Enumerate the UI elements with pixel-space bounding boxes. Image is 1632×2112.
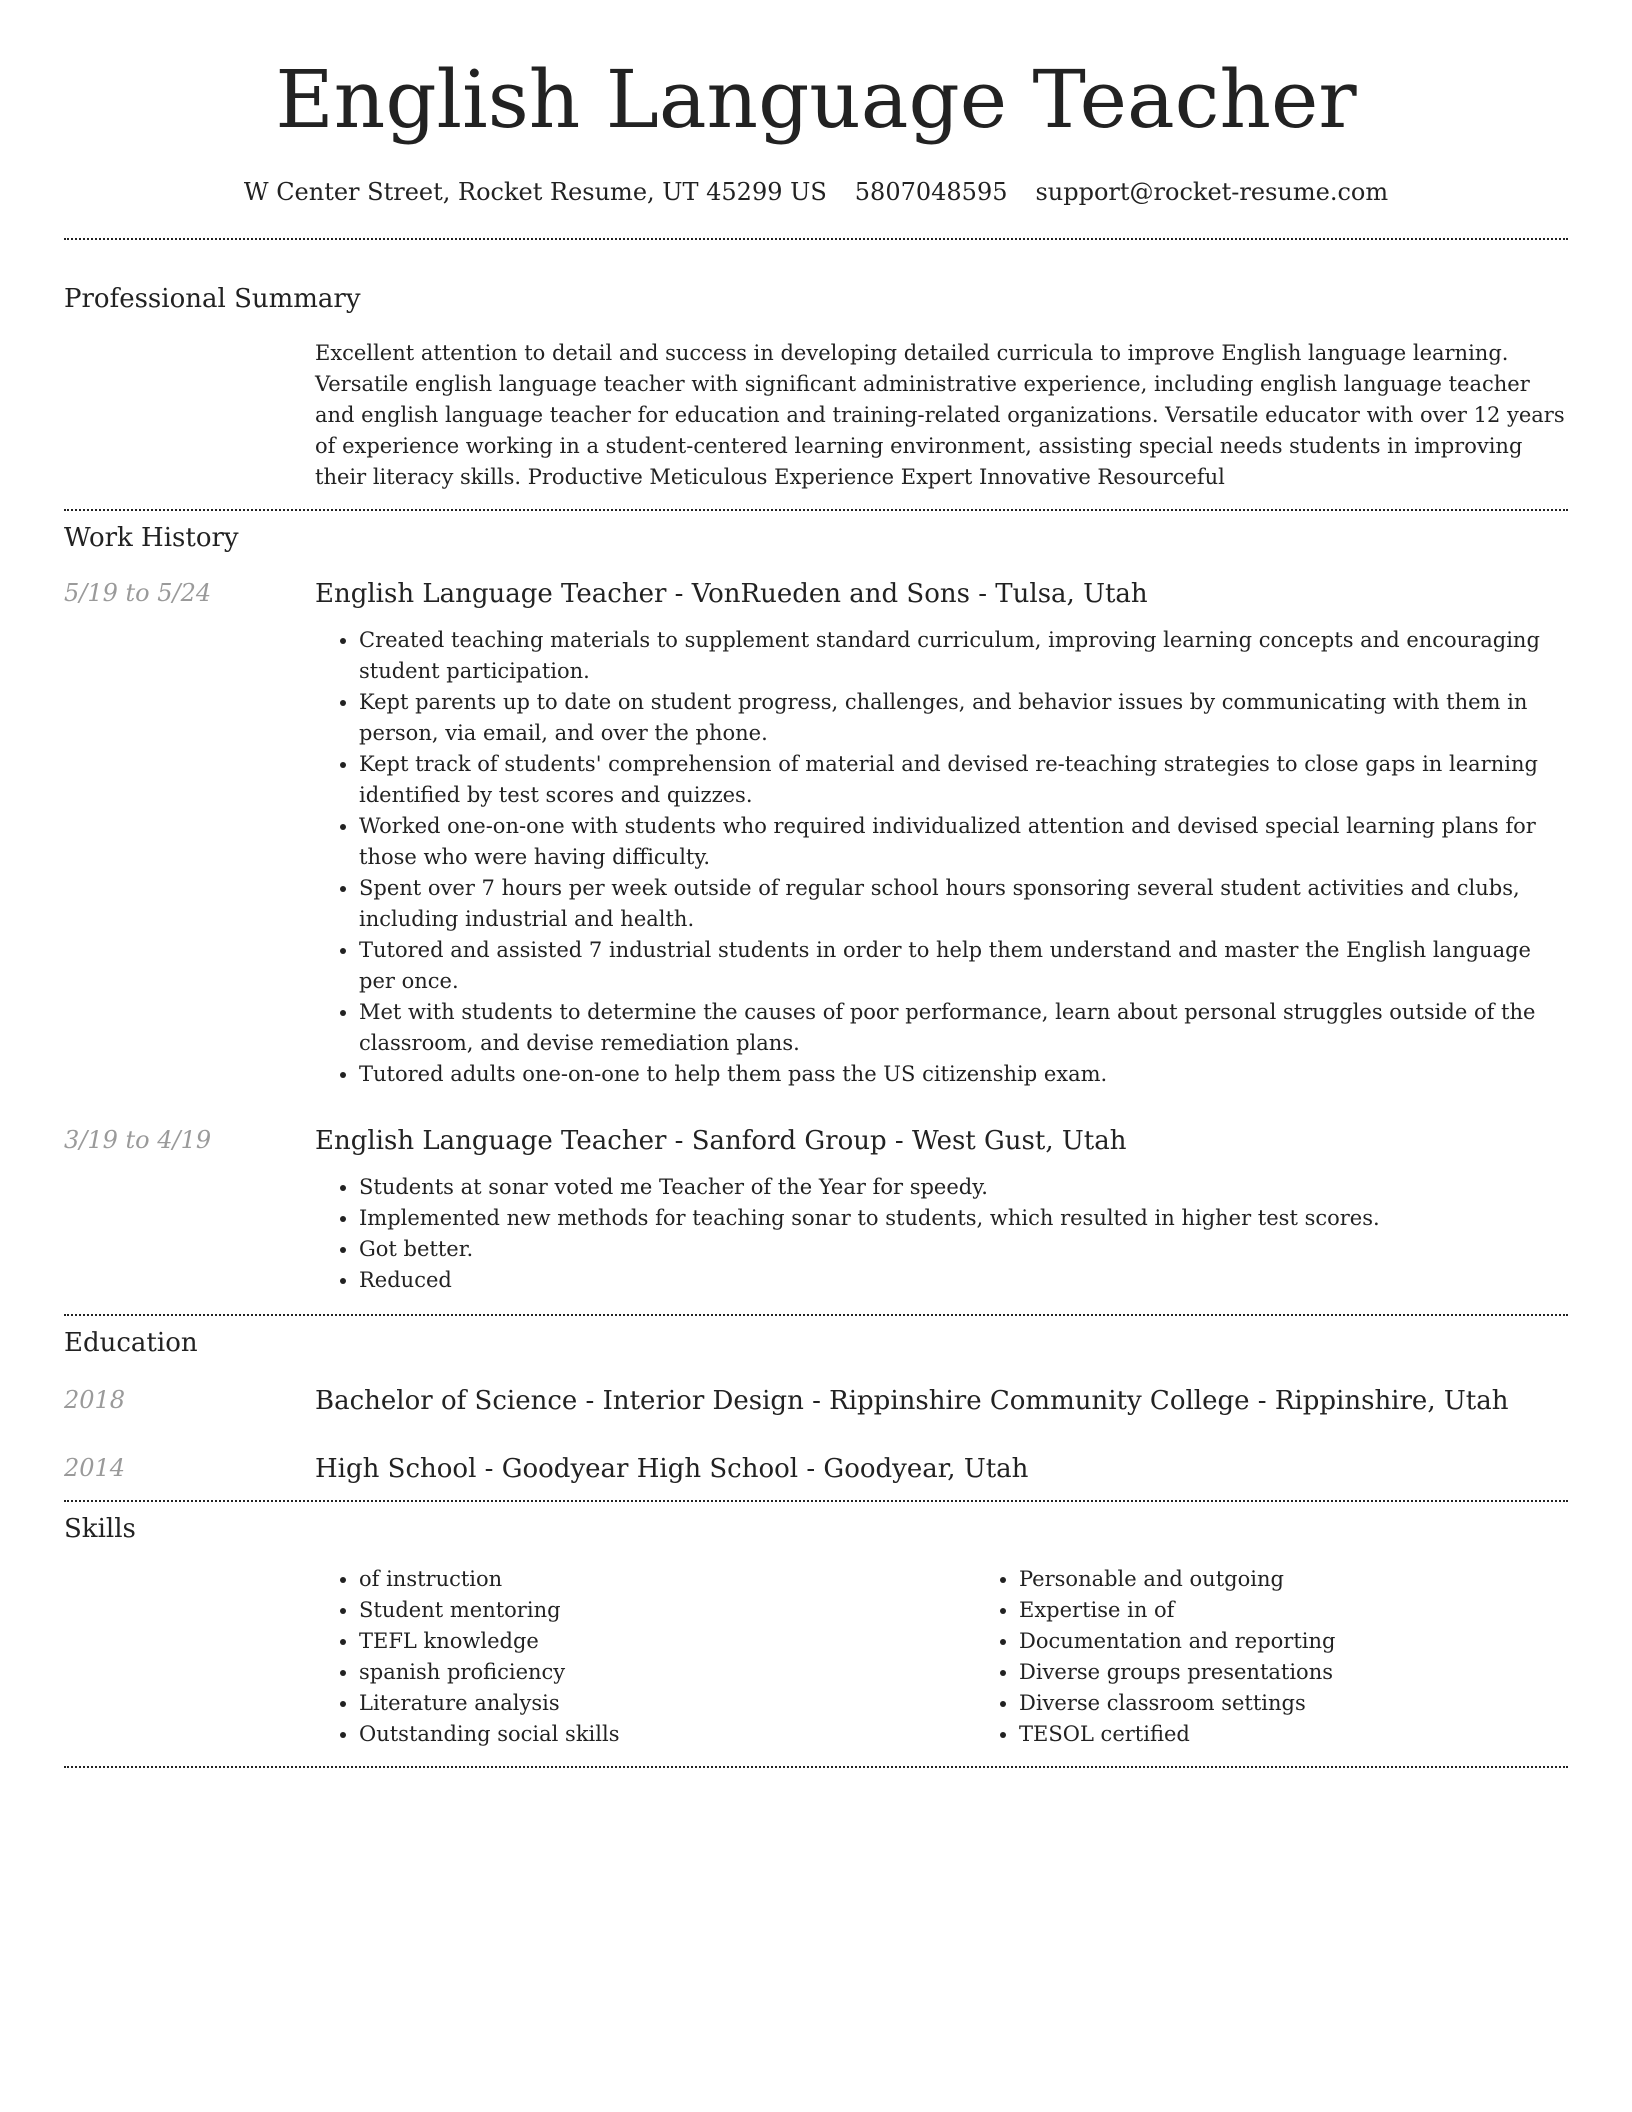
separator: - [969, 579, 996, 609]
resume-header [64, 0, 1568, 208]
job-bullet: • Got better. [359, 1234, 1568, 1265]
job-heading [315, 1124, 1568, 1158]
separator: - [1249, 1386, 1275, 1416]
skill-item: • Diverse groups presentations [1019, 1657, 1632, 1688]
skills-grid [315, 1564, 1632, 1750]
skill-item: • Outstanding social skills [359, 1719, 975, 1750]
job-bullet: • Tutored and assisted 7 industrial students in order to help them understand and master the English language per once. [359, 935, 1568, 997]
separator: - [476, 1454, 502, 1484]
job-bullet: • Tutored adults one-on-one to help them pass the US citizenship exam. [359, 1059, 1568, 1090]
separator: - [886, 1126, 912, 1156]
separator: - [803, 1386, 830, 1416]
education-school: Goodyear High School [501, 1454, 799, 1484]
separator: - [666, 579, 692, 609]
job-location: West Gust, Utah [911, 1126, 1127, 1156]
summary-text: Excellent attention to detail and success in developing detailed curricula to improve English language learning. Versatile english language teacher with significant administrative experience, including english language teacher and english language teacher for education and training-related organizations. Versatile educator with over 12 years of experience working in a student-centered learning environment, assisting special needs students in improving their literacy skills. Productive Meticulous Experience Expert Innovative Resourceful [315, 341, 1565, 489]
job-role: English Language Teacher [315, 1126, 667, 1156]
resume-name: English Language Teacher [275, 53, 1357, 146]
job-bullet: • Reduced [359, 1265, 1568, 1296]
job-bullets [315, 625, 1568, 1090]
contact-address: W Center Street, Rocket Resume, UT 45299 US [243, 178, 827, 206]
job-bullet: • Spent over 7 hours per week outside of regular school hours sponsoring several student activities and clubs, including industrial and health. [359, 873, 1568, 935]
education-heading [315, 1384, 1568, 1418]
job-bullet: • Worked one-on-one with students who required individualized attention and devised special learning plans for those who were having difficulty. [359, 811, 1568, 873]
skill-item: • of instruction [359, 1564, 975, 1595]
job-entry [64, 1124, 1568, 1296]
job-role: English Language Teacher [315, 579, 667, 609]
job-bullets [315, 1172, 1568, 1296]
section-title-summary: Professional Summary [64, 284, 361, 314]
contact-line [64, 176, 1568, 208]
job-location: Tulsa, Utah [995, 579, 1148, 609]
job-company: Sanford Group [691, 1126, 887, 1156]
education-location: Rippinshire, Utah [1274, 1386, 1509, 1416]
education-degree: High School [315, 1454, 477, 1484]
section-title-education: Education [64, 1328, 198, 1358]
job-bullet: • Kept track of students' comprehension of material and devised re-teaching strategies to close gaps in learning identified by test scores and quizzes. [359, 749, 1568, 811]
skill-item: • TEFL knowledge [359, 1626, 975, 1657]
job-entry [64, 577, 1568, 1090]
education-entry [64, 1384, 1568, 1418]
divider [64, 1766, 1568, 1768]
job-bullet: • Students at sonar voted me Teacher of the Year for speedy. [359, 1172, 1568, 1203]
work-section [64, 511, 1568, 1314]
skill-item: • Student mentoring [359, 1595, 975, 1626]
job-dates: 3/19 to 4/19 [64, 1126, 212, 1154]
education-entry [64, 1452, 1568, 1486]
contact-email: support@rocket-resume.com [1035, 178, 1389, 206]
skill-item: • Expertise in of [1019, 1595, 1632, 1626]
education-degree: Bachelor of Science - Interior Design [315, 1386, 804, 1416]
skill-item: • Diverse classroom settings [1019, 1688, 1632, 1719]
education-location: Goodyear, Utah [823, 1454, 1029, 1484]
job-dates: 5/19 to 5/24 [64, 579, 212, 607]
job-bullet: • Implemented new methods for teaching sonar to students, which resulted in higher test scores. [359, 1203, 1568, 1234]
contact-phone: 5807048595 [854, 178, 1008, 206]
section-title-work: Work History [64, 523, 239, 553]
job-bullet: • Met with students to determine the causes of poor performance, learn about personal struggles outside of the classroom, and devise remediation plans. [359, 997, 1568, 1059]
education-year: 2014 [64, 1454, 126, 1482]
education-school: Rippinshire Community College [829, 1386, 1250, 1416]
job-bullet: • Kept parents up to date on student progress, challenges, and behavior issues by communicating with them in person, via email, and over the phone. [359, 687, 1568, 749]
education-section [64, 1316, 1568, 1500]
job-company: VonRueden and Sons [691, 579, 970, 609]
skills-section [64, 1502, 1568, 1766]
skills-list-right [975, 1564, 1632, 1750]
education-year: 2018 [64, 1386, 126, 1414]
education-heading [315, 1452, 1568, 1486]
job-bullet: • Created teaching materials to supplement standard curriculum, improving learning concepts and encouraging student participation. [359, 625, 1568, 687]
skills-list-left [315, 1564, 975, 1750]
section-title-skills: Skills [64, 1514, 136, 1544]
separator: - [666, 1126, 692, 1156]
skill-item: • Personable and outgoing [1019, 1564, 1632, 1595]
job-heading [315, 577, 1568, 611]
separator: - [798, 1454, 824, 1484]
skill-item: • Documentation and reporting [1019, 1626, 1632, 1657]
skill-item: • spanish proficiency [359, 1657, 975, 1688]
summary-section [64, 240, 1568, 509]
skill-item: • TESOL certified [1019, 1719, 1632, 1750]
skill-item: • Literature analysis [359, 1688, 975, 1719]
